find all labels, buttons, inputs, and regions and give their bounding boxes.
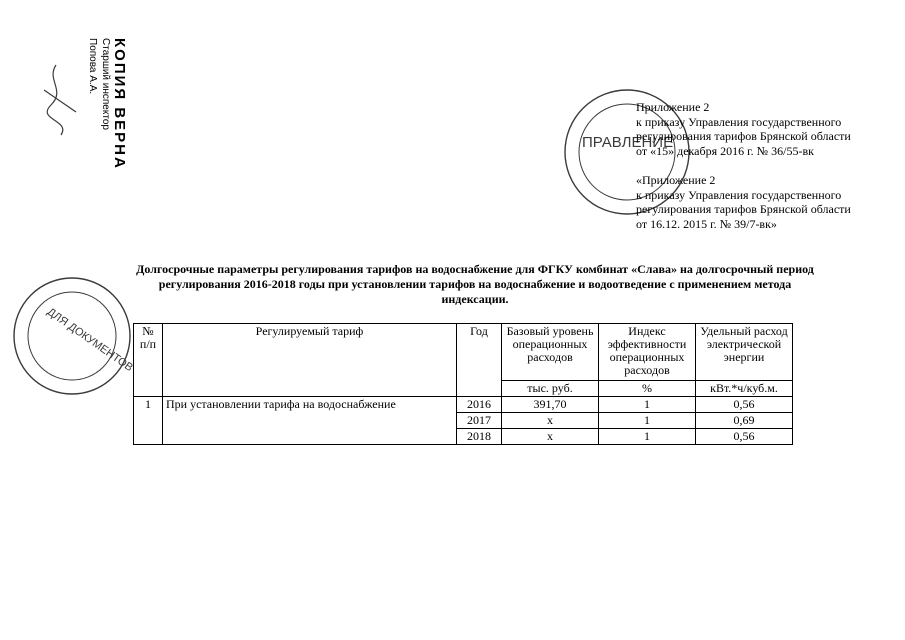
cell-specific: 0,56	[696, 429, 793, 445]
title-line1: Долгосрочные параметры регулирования тарифов на водоснабжение для ФГКУ комбинат «Слава» на долгосрочный период	[136, 262, 814, 276]
appendix-previous-line2: к приказу Управления государственного	[636, 187, 842, 202]
appendix-current-line4: от «15» декабря 2016 г. № 36/55-вк	[636, 143, 814, 158]
cell-tariff: При установлении тарифа на водоснабжение	[163, 397, 457, 445]
unit-base: тыс. руб.	[502, 381, 599, 397]
cell-num: 1	[134, 397, 163, 445]
header-tariff: Регулируемый тариф	[163, 324, 457, 397]
seal-left-text: ДЛЯ ДОКУМЕНТОВ	[44, 305, 135, 375]
document-title	[80, 262, 870, 307]
header-index: Индекс эффективности операционных расходов	[599, 324, 696, 381]
cell-specific: 0,56	[696, 397, 793, 413]
unit-index: %	[599, 381, 696, 397]
parameters-table	[133, 323, 793, 445]
table-header-row	[134, 324, 793, 381]
cell-year: 2018	[457, 429, 502, 445]
cell-index: 1	[599, 397, 696, 413]
cell-index: 1	[599, 413, 696, 429]
seal-right-text: ПРАВЛЕНИЕ	[582, 134, 674, 151]
cell-year: 2017	[457, 413, 502, 429]
appendix-current	[636, 100, 851, 158]
header-specific: Удельный расход электрической энергии	[696, 324, 793, 381]
appendix-current-line1: Приложение 2	[636, 100, 710, 114]
cell-specific: 0,69	[696, 413, 793, 429]
unit-specific: кВт.*ч/куб.м.	[696, 381, 793, 397]
cell-year: 2016	[457, 397, 502, 413]
cell-base: 391,70	[502, 397, 599, 413]
table-row	[134, 397, 793, 413]
appendix-previous-line4: от 16.12. 2015 г. № 39/7-вк»	[636, 216, 777, 231]
appendix-current-line3: регулирования тарифов Брянской области	[636, 129, 851, 143]
header-base: Базовый уровень операционных расходов	[502, 324, 599, 381]
header-num: № п/п	[134, 324, 163, 397]
title-line2: регулирования 2016-2018 годы при установлении тарифов на водоснабжение и водоотведение с применением метода	[158, 277, 792, 291]
cell-index: 1	[599, 429, 696, 445]
appendix-previous	[636, 173, 851, 231]
signature-mark	[36, 60, 86, 140]
header-year: Год	[457, 324, 502, 397]
appendix-previous-line3: регулирования тарифов Брянской области	[636, 202, 851, 216]
copy-stamp-position: Старший инспектор	[100, 38, 111, 130]
appendix-current-line2: к приказу Управления государственного	[636, 114, 842, 129]
cell-base: х	[502, 429, 599, 445]
copy-stamp-title: КОПИЯ ВЕРНА	[111, 38, 128, 170]
title-line3: индексации.	[441, 292, 509, 306]
cell-base: х	[502, 413, 599, 429]
copy-stamp-name: Попова А.А.	[87, 38, 98, 95]
appendix-previous-line1: «Приложение 2	[636, 173, 716, 187]
